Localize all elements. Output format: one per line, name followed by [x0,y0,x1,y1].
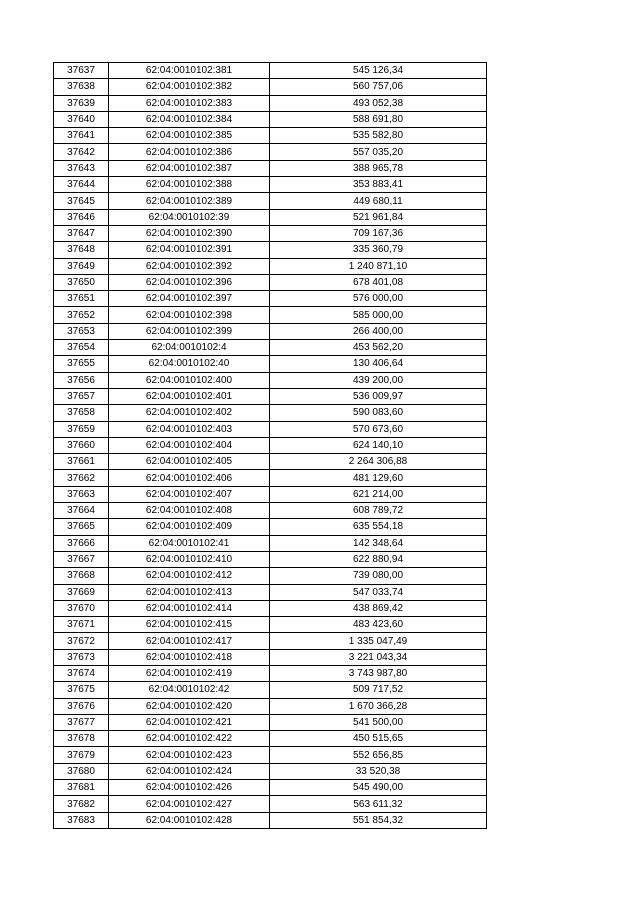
row-number-cell: 37646 [54,209,109,225]
row-number-cell: 37667 [54,551,109,567]
row-number-cell: 37675 [54,682,109,698]
cadastral-number-cell: 62:04:0010102:385 [109,128,270,144]
row-number-cell: 37671 [54,617,109,633]
table-row [54,242,487,258]
row-number-cell: 37661 [54,454,109,470]
cadastral-value-cell: 2 264 306,88 [270,454,487,470]
row-number-cell: 37681 [54,780,109,796]
table-row [54,665,487,681]
table-row [54,649,487,665]
table-row [54,128,487,144]
cadastral-number-cell: 62:04:0010102:402 [109,405,270,421]
cadastral-number-cell: 62:04:0010102:401 [109,388,270,404]
cadastral-value-cell: 570 673,60 [270,421,487,437]
cadastral-value-cell: 563 611,32 [270,796,487,812]
cadastral-number-cell: 62:04:0010102:390 [109,225,270,241]
cadastral-number-cell: 62:04:0010102:400 [109,372,270,388]
row-number-cell: 37645 [54,193,109,209]
cadastral-number-cell: 62:04:0010102:399 [109,323,270,339]
cadastral-value-cell: 3 743 987,80 [270,665,487,681]
table-row [54,600,487,616]
table-row [54,209,487,225]
table-row [54,258,487,274]
cadastral-value-cell: 3 221 043,34 [270,649,487,665]
table-row [54,225,487,241]
cadastral-number-cell: 62:04:0010102:40 [109,356,270,372]
cadastral-number-cell: 62:04:0010102:389 [109,193,270,209]
cadastral-number-cell: 62:04:0010102:392 [109,258,270,274]
row-number-cell: 37640 [54,111,109,127]
cadastral-number-cell: 62:04:0010102:412 [109,568,270,584]
table-row [54,95,487,111]
cadastral-value-cell: 335 360,79 [270,242,487,258]
table-row [54,617,487,633]
row-number-cell: 37648 [54,242,109,258]
cadastral-number-cell: 62:04:0010102:41 [109,535,270,551]
table-row [54,731,487,747]
cadastral-number-cell: 62:04:0010102:42 [109,682,270,698]
cadastral-number-cell: 62:04:0010102:427 [109,796,270,812]
cadastral-value-cell: 142 348,64 [270,535,487,551]
cadastral-number-cell: 62:04:0010102:381 [109,63,270,79]
cadastral-value-cell: 1 240 871,10 [270,258,487,274]
cadastral-value-cell: 388 965,78 [270,160,487,176]
cadastral-number-cell: 62:04:0010102:383 [109,95,270,111]
row-number-cell: 37682 [54,796,109,812]
cadastral-number-cell: 62:04:0010102:428 [109,812,270,828]
table-row [54,633,487,649]
table-row [54,340,487,356]
cadastral-value-cell: 450 515,65 [270,731,487,747]
cadastral-number-cell: 62:04:0010102:421 [109,714,270,730]
cadastral-value-cell: 588 691,80 [270,111,487,127]
cadastral-number-cell: 62:04:0010102:407 [109,486,270,502]
table-row [54,356,487,372]
row-number-cell: 37641 [54,128,109,144]
table-row [54,291,487,307]
row-number-cell: 37643 [54,160,109,176]
table-row [54,111,487,127]
cadastral-value-cell: 453 562,20 [270,340,487,356]
cadastral-value-cell: 590 083,60 [270,405,487,421]
row-number-cell: 37662 [54,470,109,486]
cadastral-value-cell: 1 670 366,28 [270,698,487,714]
table-row [54,323,487,339]
row-number-cell: 37678 [54,731,109,747]
cadastral-value-cell: 481 129,60 [270,470,487,486]
table-row [54,372,487,388]
table-row [54,454,487,470]
row-number-cell: 37639 [54,95,109,111]
cadastral-value-cell: 449 680,11 [270,193,487,209]
cadastral-value-cell: 483 423,60 [270,617,487,633]
cadastral-value-cell: 552 656,85 [270,747,487,763]
table-row [54,144,487,160]
table-row [54,682,487,698]
cadastral-number-cell: 62:04:0010102:404 [109,437,270,453]
cadastral-value-cell: 622 880,94 [270,551,487,567]
cadastral-number-cell: 62:04:0010102:405 [109,454,270,470]
row-number-cell: 37666 [54,535,109,551]
cadastral-number-cell: 62:04:0010102:413 [109,584,270,600]
row-number-cell: 37644 [54,177,109,193]
cadastral-value-table [53,62,487,829]
row-number-cell: 37659 [54,421,109,437]
cadastral-number-cell: 62:04:0010102:386 [109,144,270,160]
row-number-cell: 37650 [54,274,109,290]
cadastral-value-cell: 1 335 047,49 [270,633,487,649]
table-row [54,274,487,290]
table-row [54,307,487,323]
table-row [54,698,487,714]
cadastral-number-cell: 62:04:0010102:398 [109,307,270,323]
table-row [54,584,487,600]
cadastral-value-cell: 545 126,34 [270,63,487,79]
row-number-cell: 37669 [54,584,109,600]
table-row [54,160,487,176]
cadastral-number-cell: 62:04:0010102:391 [109,242,270,258]
table-row [54,535,487,551]
row-number-cell: 37663 [54,486,109,502]
cadastral-value-cell: 709 167,36 [270,225,487,241]
cadastral-value-cell: 353 883,41 [270,177,487,193]
cadastral-value-cell: 635 554,18 [270,519,487,535]
row-number-cell: 37673 [54,649,109,665]
row-number-cell: 37642 [54,144,109,160]
cadastral-number-cell: 62:04:0010102:420 [109,698,270,714]
table-row [54,388,487,404]
cadastral-value-cell: 576 000,00 [270,291,487,307]
row-number-cell: 37657 [54,388,109,404]
cadastral-value-cell: 545 490,00 [270,780,487,796]
row-number-cell: 37664 [54,503,109,519]
cadastral-value-cell: 560 757,06 [270,79,487,95]
cadastral-value-cell: 585 000,00 [270,307,487,323]
table-row [54,763,487,779]
cadastral-number-cell: 62:04:0010102:396 [109,274,270,290]
cadastral-value-cell: 521 961,84 [270,209,487,225]
cadastral-number-cell: 62:04:0010102:423 [109,747,270,763]
cadastral-value-cell: 557 035,20 [270,144,487,160]
cadastral-value-cell: 536 009,97 [270,388,487,404]
row-number-cell: 37638 [54,79,109,95]
cadastral-number-cell: 62:04:0010102:403 [109,421,270,437]
cadastral-value-cell: 541 500,00 [270,714,487,730]
table-body [54,63,487,829]
cadastral-number-cell: 62:04:0010102:4 [109,340,270,356]
cadastral-number-cell: 62:04:0010102:418 [109,649,270,665]
cadastral-value-cell: 493 052,38 [270,95,487,111]
row-number-cell: 37660 [54,437,109,453]
cadastral-value-cell: 678 401,08 [270,274,487,290]
table-row [54,177,487,193]
cadastral-value-cell: 739 080,00 [270,568,487,584]
row-number-cell: 37649 [54,258,109,274]
cadastral-number-cell: 62:04:0010102:408 [109,503,270,519]
table-row [54,568,487,584]
row-number-cell: 37654 [54,340,109,356]
row-number-cell: 37665 [54,519,109,535]
cadastral-value-cell: 551 854,32 [270,812,487,828]
row-number-cell: 37658 [54,405,109,421]
table-row [54,437,487,453]
table-row [54,796,487,812]
row-number-cell: 37656 [54,372,109,388]
table-row [54,503,487,519]
cadastral-value-cell: 33 520,38 [270,763,487,779]
cadastral-number-cell: 62:04:0010102:39 [109,209,270,225]
table-row [54,486,487,502]
cadastral-value-cell: 535 582,80 [270,128,487,144]
table-row [54,519,487,535]
table-row [54,780,487,796]
cadastral-number-cell: 62:04:0010102:410 [109,551,270,567]
row-number-cell: 37683 [54,812,109,828]
row-number-cell: 37679 [54,747,109,763]
table-row [54,551,487,567]
cadastral-value-cell: 266 400,00 [270,323,487,339]
cadastral-number-cell: 62:04:0010102:387 [109,160,270,176]
row-number-cell: 37680 [54,763,109,779]
cadastral-number-cell: 62:04:0010102:397 [109,291,270,307]
table-row [54,714,487,730]
row-number-cell: 37677 [54,714,109,730]
table-row [54,421,487,437]
table-row [54,747,487,763]
cadastral-number-cell: 62:04:0010102:384 [109,111,270,127]
cadastral-value-cell: 621 214,00 [270,486,487,502]
cadastral-value-cell: 130 406,64 [270,356,487,372]
row-number-cell: 37670 [54,600,109,616]
cadastral-value-cell: 547 033,74 [270,584,487,600]
cadastral-number-cell: 62:04:0010102:424 [109,763,270,779]
cadastral-value-cell: 438 869,42 [270,600,487,616]
cadastral-number-cell: 62:04:0010102:422 [109,731,270,747]
row-number-cell: 37651 [54,291,109,307]
cadastral-number-cell: 62:04:0010102:419 [109,665,270,681]
row-number-cell: 37672 [54,633,109,649]
row-number-cell: 37676 [54,698,109,714]
table-row [54,812,487,828]
cadastral-number-cell: 62:04:0010102:406 [109,470,270,486]
row-number-cell: 37653 [54,323,109,339]
row-number-cell: 37652 [54,307,109,323]
table-row [54,405,487,421]
table-row [54,63,487,79]
table-row [54,470,487,486]
table-row [54,193,487,209]
cadastral-number-cell: 62:04:0010102:388 [109,177,270,193]
row-number-cell: 37674 [54,665,109,681]
table-row [54,79,487,95]
cadastral-number-cell: 62:04:0010102:382 [109,79,270,95]
cadastral-number-cell: 62:04:0010102:415 [109,617,270,633]
cadastral-value-cell: 624 140,10 [270,437,487,453]
row-number-cell: 37637 [54,63,109,79]
cadastral-value-cell: 439 200,00 [270,372,487,388]
cadastral-value-cell: 608 789,72 [270,503,487,519]
row-number-cell: 37647 [54,225,109,241]
cadastral-number-cell: 62:04:0010102:414 [109,600,270,616]
row-number-cell: 37655 [54,356,109,372]
cadastral-number-cell: 62:04:0010102:409 [109,519,270,535]
cadastral-value-cell: 509 717,52 [270,682,487,698]
cadastral-number-cell: 62:04:0010102:417 [109,633,270,649]
row-number-cell: 37668 [54,568,109,584]
cadastral-number-cell: 62:04:0010102:426 [109,780,270,796]
